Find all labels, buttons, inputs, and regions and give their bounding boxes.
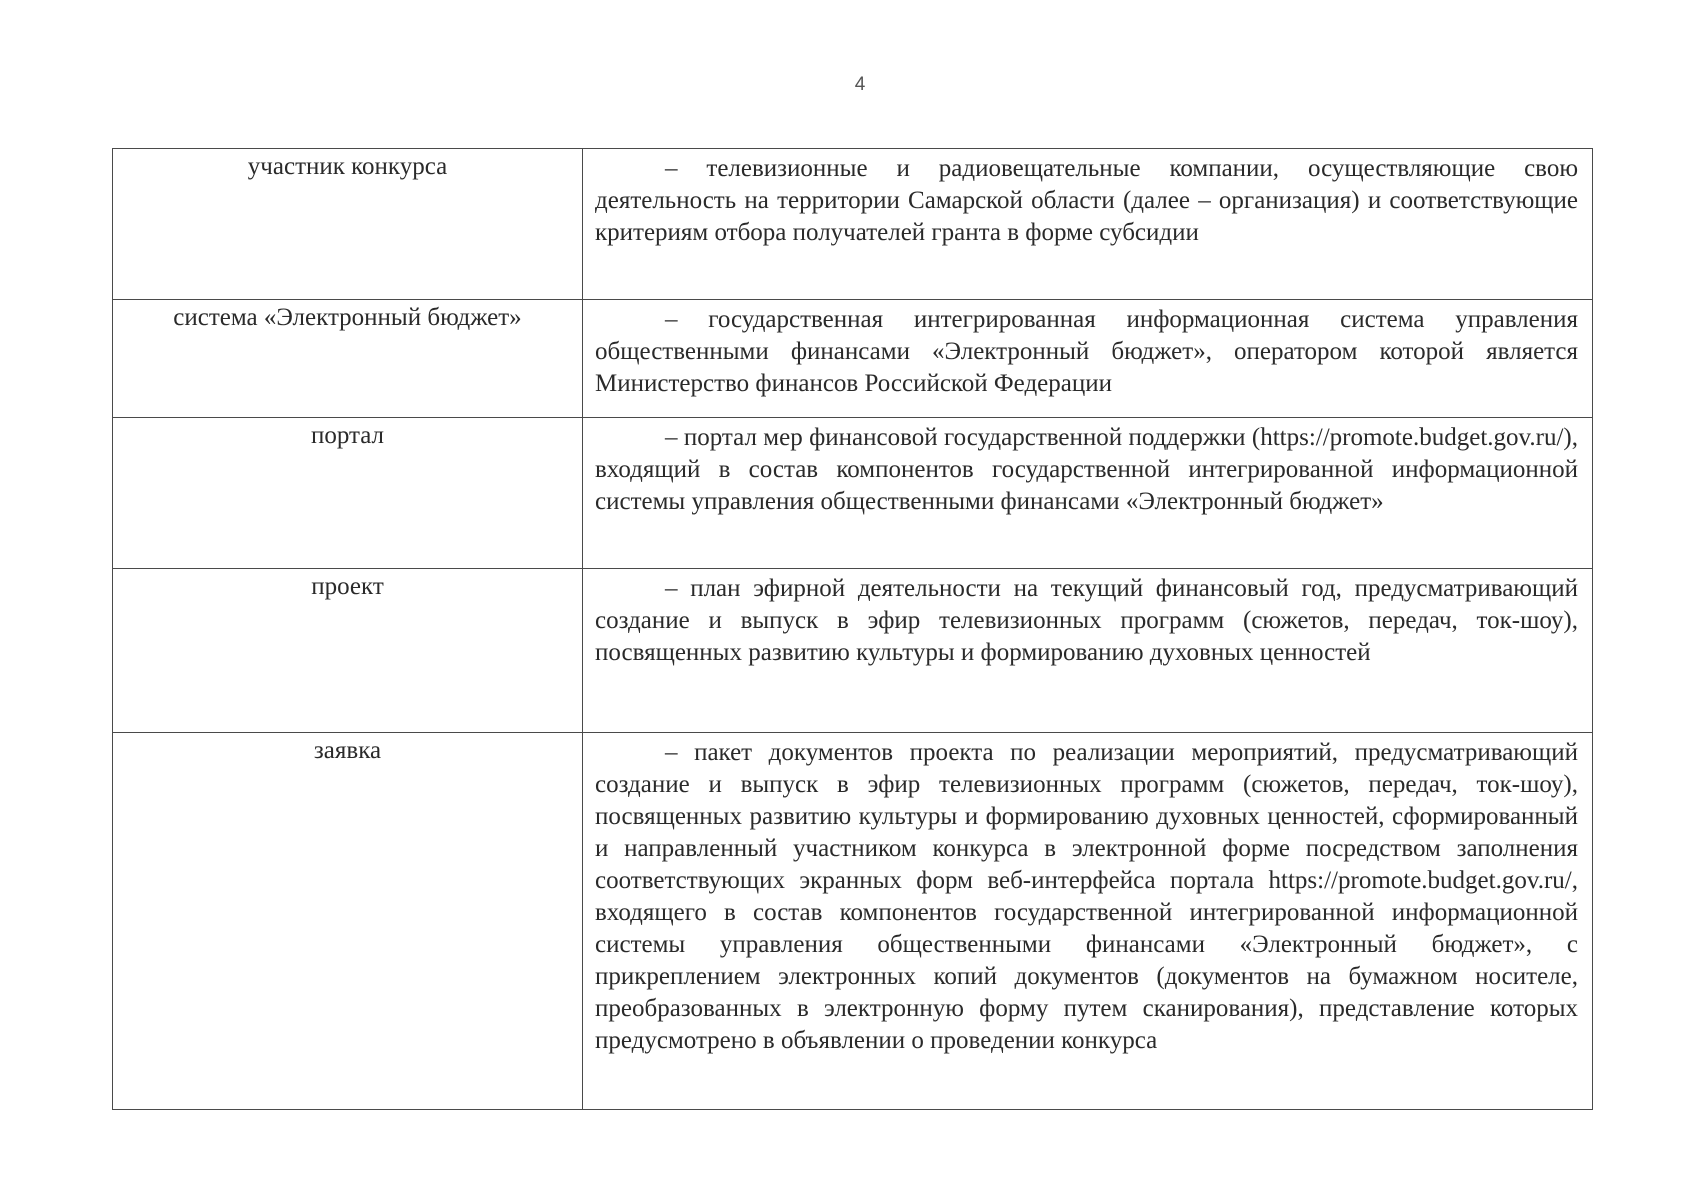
term-cell — [113, 149, 583, 300]
definition-text: – телевизионные и радиовещательные компании, осуществляющие свою деятельность на территории Самарской области (далее – организация) и соответствующие критериям отбора получателей гранта в форме субсидии — [595, 155, 1578, 246]
term-text: участник конкурса — [247, 153, 448, 180]
definition-text: – план эфирной деятельности на текущий финансовый год, предусматривающий создание и выпуск в эфир телевизионных программ (сюжетов, передач, ток-шоу), посвященных развитию культуры и формированию духовных ценностей — [595, 575, 1578, 666]
table-row — [113, 149, 1593, 300]
table-row — [113, 733, 1593, 1110]
term-cell — [113, 418, 583, 569]
table-row — [113, 569, 1593, 733]
term-text: проект — [311, 573, 384, 600]
term-cell — [113, 733, 583, 1110]
definition-text: – портал мер финансовой государственной поддержки (https://promote.budget.gov.ru/), входящий в состав компонентов государственной интегрированной информационной системы управления общественными финансами «Электронный бюджет» — [595, 424, 1578, 515]
term-text: система «Электронный бюджет» — [173, 304, 522, 331]
definition-cell — [583, 300, 1593, 418]
definition-text: – пакет документов проекта по реализации мероприятий, предусматривающий создание и выпуск в эфир телевизионных программ (сюжетов, передач, ток-шоу), посвященных развитию культуры и формированию духовных ценностей, сформированный и направленный участником конкурса в электронной форме посредством заполнения соответствующих экранных форм веб-интерфейса портала https://promote.budget.gov.ru/, входящего в состав компонентов государственной интегрированной информационной системы управления общественными финансами «Электронный бюджет», с прикреплением электронных копий документов (документов на бумажном носителе, преобразованных в электронную форму путем сканирования), представление которых предусмотрено в объявлении о проведении конкурса — [595, 739, 1578, 1054]
definition-cell — [583, 733, 1593, 1110]
definition-cell — [583, 149, 1593, 300]
term-text: заявка — [313, 737, 382, 764]
table-row — [113, 300, 1593, 418]
definition-text: – государственная интегрированная информационная система управления общественными финансами «Электронный бюджет», оператором которой является Министерство финансов Российской Федерации — [595, 306, 1578, 397]
term-text: портал — [310, 422, 385, 449]
definition-cell — [583, 418, 1593, 569]
table-row — [113, 418, 1593, 569]
term-cell — [113, 300, 583, 418]
page-number: 4 — [854, 74, 866, 95]
definitions-table — [112, 148, 1593, 1110]
definition-cell — [583, 569, 1593, 733]
term-cell — [113, 569, 583, 733]
